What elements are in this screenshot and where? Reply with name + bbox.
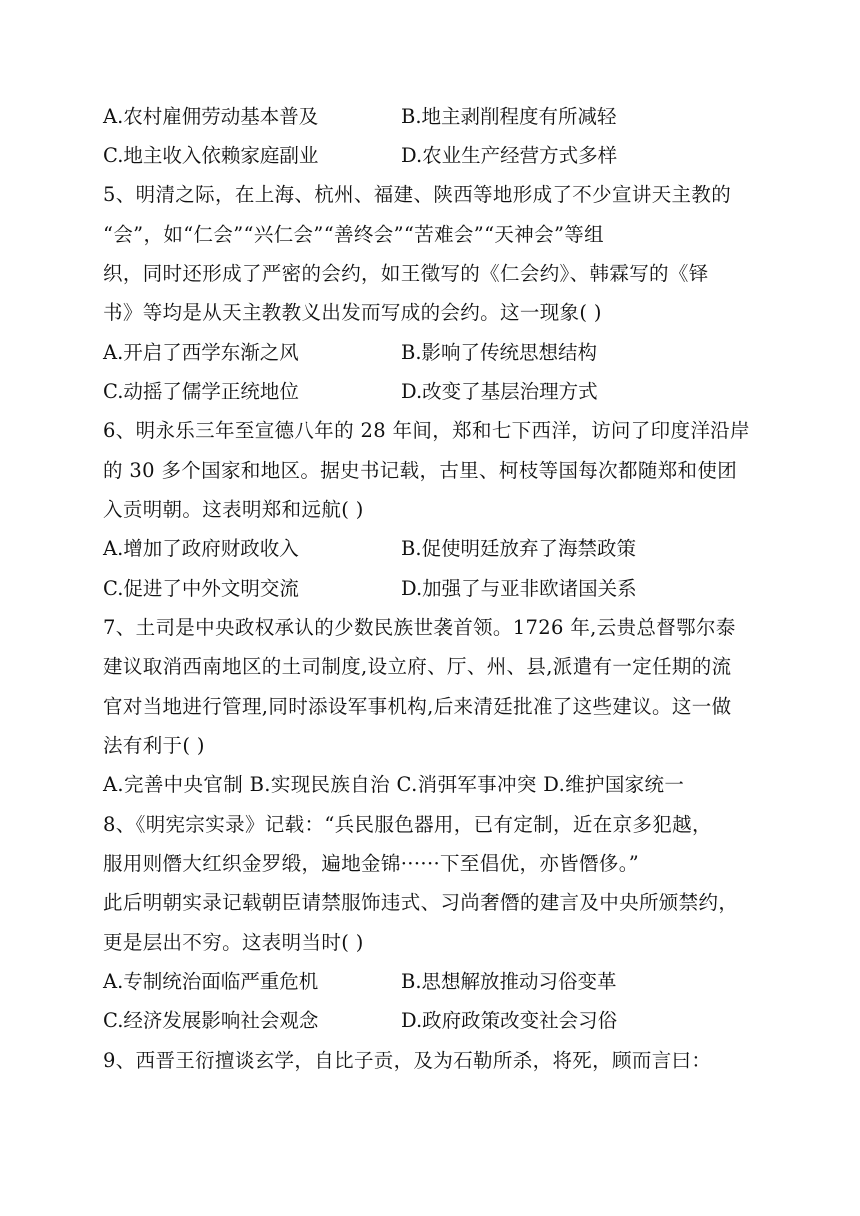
q5-stem-line-4: 书》等均是从天主教教义出发而写成的会约。这一现象( ) xyxy=(103,301,602,324)
q6-option-b: B.促使明廷放弃了海禁政策 xyxy=(401,537,637,560)
q8-stem-line-3: 此后明朝实录记载朝臣请禁服饰违式、习尚奢僭的建言及中央所颁禁约， xyxy=(103,891,739,914)
q5-option-a: A.开启了西学东渐之风 xyxy=(103,341,299,364)
q5-stem-line-2: “会”，如“仁会”“兴仁会”“善终会”“苦难会”“天神会”等组 xyxy=(103,223,604,246)
q8-option-row-2 xyxy=(103,1008,763,1034)
q5-option-c: C.动摇了儒学正统地位 xyxy=(103,380,299,403)
q6-option-c: C.促进了中外文明交流 xyxy=(103,577,299,600)
q4-option-c: C.地主收入依赖家庭副业 xyxy=(103,144,319,167)
q4-option-row-1 xyxy=(103,104,763,130)
q5-option-row-1 xyxy=(103,340,763,366)
q6-stem-line-2: 的 30 多个国家和地区。据史书记载，古里、柯枝等国每次都随郑和使团 xyxy=(103,459,738,482)
q7-options-line: A.完善中央官制 B.实现民族自治 C.消弭军事冲突 D.维护国家统一 xyxy=(103,773,685,796)
q8-stem-line-2: 服用则僭大红织金罗缎，遍地金锦······下至倡优，亦皆僭侈。” xyxy=(103,852,640,875)
q5-stem-line-3: 织，同时还形成了严密的会约，如王徵写的《仁会约》、韩霖写的《铎 xyxy=(103,262,709,285)
q6-option-row-2 xyxy=(103,576,763,602)
q8-stem-line-1: 8、《明宪宗实录》记载：“兵民服色器用，已有定制，近在京多犯越， xyxy=(103,813,712,836)
q8-option-b: B.思想解放推动习俗变革 xyxy=(401,970,617,993)
q5-option-d: D.改变了基层治理方式 xyxy=(401,380,598,403)
q6-stem-line-3: 入贡明朝。这表明郑和远航( ) xyxy=(103,498,364,521)
q4-option-d: D.农业生产经营方式多样 xyxy=(401,144,618,167)
q6-option-d: D.加强了与亚非欧诸国关系 xyxy=(401,577,637,600)
q5-option-b: B.影响了传统思想结构 xyxy=(401,341,598,364)
q6-option-a: A.增加了政府财政收入 xyxy=(103,537,299,560)
q7-stem-line-3: 官对当地进行管理,同时添设军事机构,后来清廷批准了这些建议。这一做 xyxy=(103,695,732,718)
q7-stem-line-1: 7、土司是中央政权承认的少数民族世袭首领。1726 年,云贵总督鄂尔泰 xyxy=(103,616,736,639)
q7-stem-line-4: 法有利于( ) xyxy=(103,734,205,757)
q7-stem-line-2: 建议取消西南地区的土司制度,设立府、厅、州、县,派遣有一定任期的流 xyxy=(103,655,732,678)
q9-stem-line-1: 9、西晋王衍擅谈玄学，自比子贡，及为石勒所杀，将死，顾而言曰： xyxy=(103,1049,712,1072)
q5-stem-line-1: 5、明清之际，在上海、杭州、福建、陕西等地形成了不少宣讲天主教的 xyxy=(103,183,732,206)
q6-option-row-1 xyxy=(103,536,763,562)
q6-stem-line-1: 6、明永乐三年至宣德八年的 28 年间，郑和七下西洋，访问了印度洋沿岸 xyxy=(103,419,750,442)
q8-option-d: D.政府政策改变社会习俗 xyxy=(401,1009,618,1032)
q4-option-b: B.地主剥削程度有所减轻 xyxy=(401,105,617,128)
q8-stem-line-4: 更是层出不穷。这表明当时( ) xyxy=(103,931,364,954)
q4-option-row-2 xyxy=(103,143,763,169)
q5-option-row-2 xyxy=(103,379,763,405)
q4-option-a: A.农村雇佣劳动基本普及 xyxy=(103,105,319,128)
q8-option-a: A.专制统治面临严重危机 xyxy=(103,970,319,993)
q8-option-row-1 xyxy=(103,969,763,995)
q8-option-c: C.经济发展影响社会观念 xyxy=(103,1009,319,1032)
